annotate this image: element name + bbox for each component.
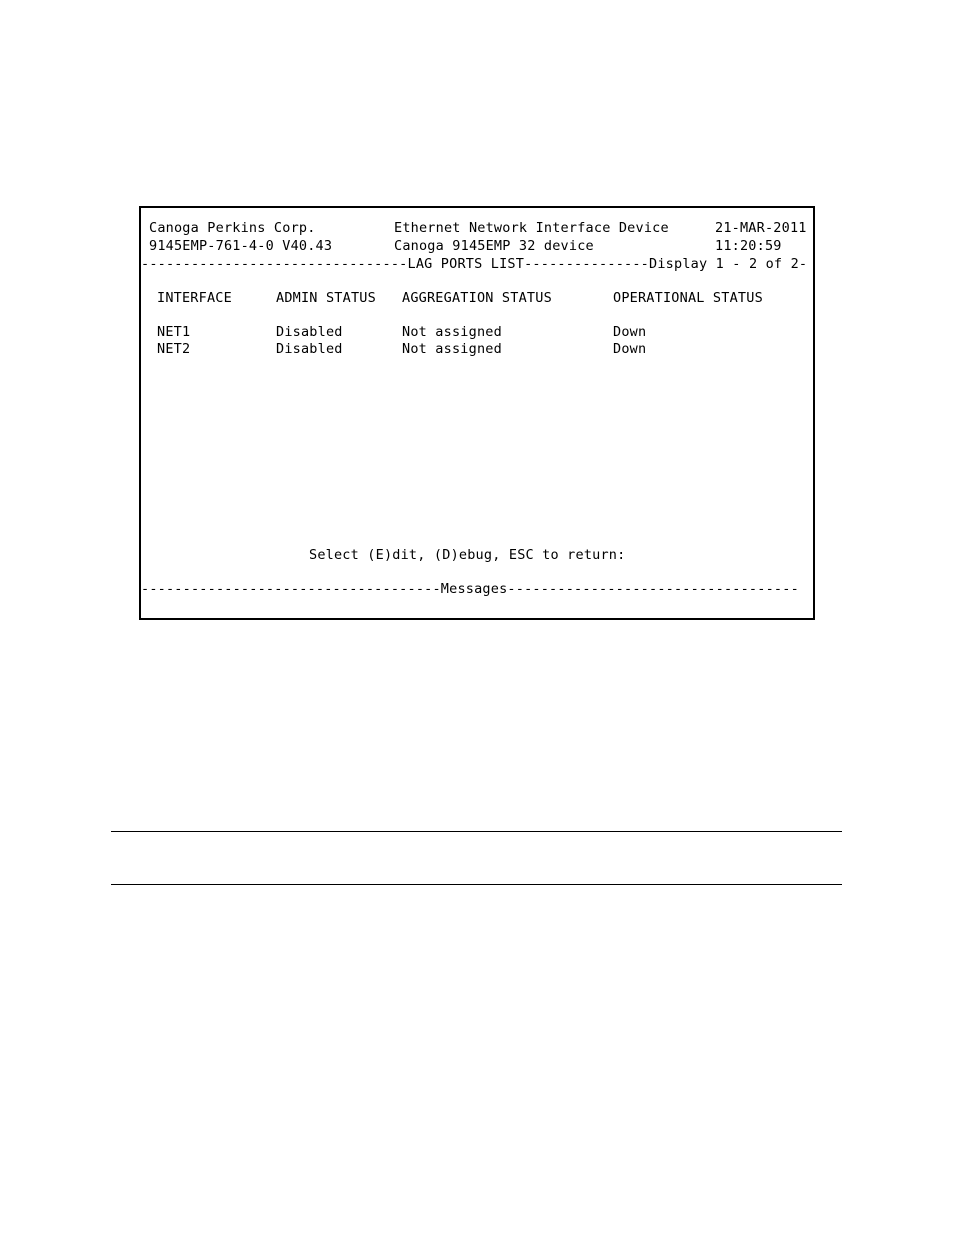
aggregation-status-cell: Not assigned (402, 341, 502, 357)
time: 11:20:59 (715, 238, 782, 254)
aggregation-status-cell: Not assigned (402, 324, 502, 340)
messages-label: Messages (440, 581, 508, 597)
company-name: Canoga Perkins Corp. (149, 220, 316, 236)
firmware-version: 9145EMP-761-4-0 V40.43 (149, 238, 333, 254)
column-header-operational-status: OPERATIONAL STATUS (613, 290, 763, 306)
product-name: Ethernet Network Interface Device (394, 220, 669, 236)
interface-cell: NET2 (157, 341, 191, 357)
page-divider-top (111, 831, 842, 832)
command-prompt[interactable]: Select (E)dit, (D)ebug, ESC to return: (309, 547, 626, 563)
admin-status-cell: Disabled (276, 341, 343, 357)
column-header-aggregation-status: AGGREGATION STATUS (402, 290, 552, 306)
terminal-screen (139, 206, 815, 620)
title-bar-mid-rule: --------------- (524, 256, 650, 272)
page-divider-bottom (111, 884, 842, 885)
operational-status-cell: Down (613, 324, 647, 340)
title-bar-left-rule: -------------------------------- (141, 256, 408, 272)
column-header-admin-status: ADMIN STATUS (276, 290, 376, 306)
date: 21-MAR-2011 (715, 220, 807, 236)
messages-bar-right-rule: ----------------------------------- (507, 581, 799, 597)
screen-title: LAG PORTS LIST (407, 256, 525, 272)
operational-status-cell: Down (613, 341, 647, 357)
device-name: Canoga 9145EMP 32 device (394, 238, 594, 254)
messages-bar-left-rule: ------------------------------------ (141, 581, 441, 597)
column-header-interface: INTERFACE (157, 290, 232, 306)
messages-bar (141, 581, 799, 598)
admin-status-cell: Disabled (276, 324, 343, 340)
interface-cell: NET1 (157, 324, 191, 340)
display-range: Display 1 - 2 of 2 (649, 256, 799, 272)
title-bar (141, 256, 807, 273)
title-bar-right-rule: - (798, 256, 808, 272)
